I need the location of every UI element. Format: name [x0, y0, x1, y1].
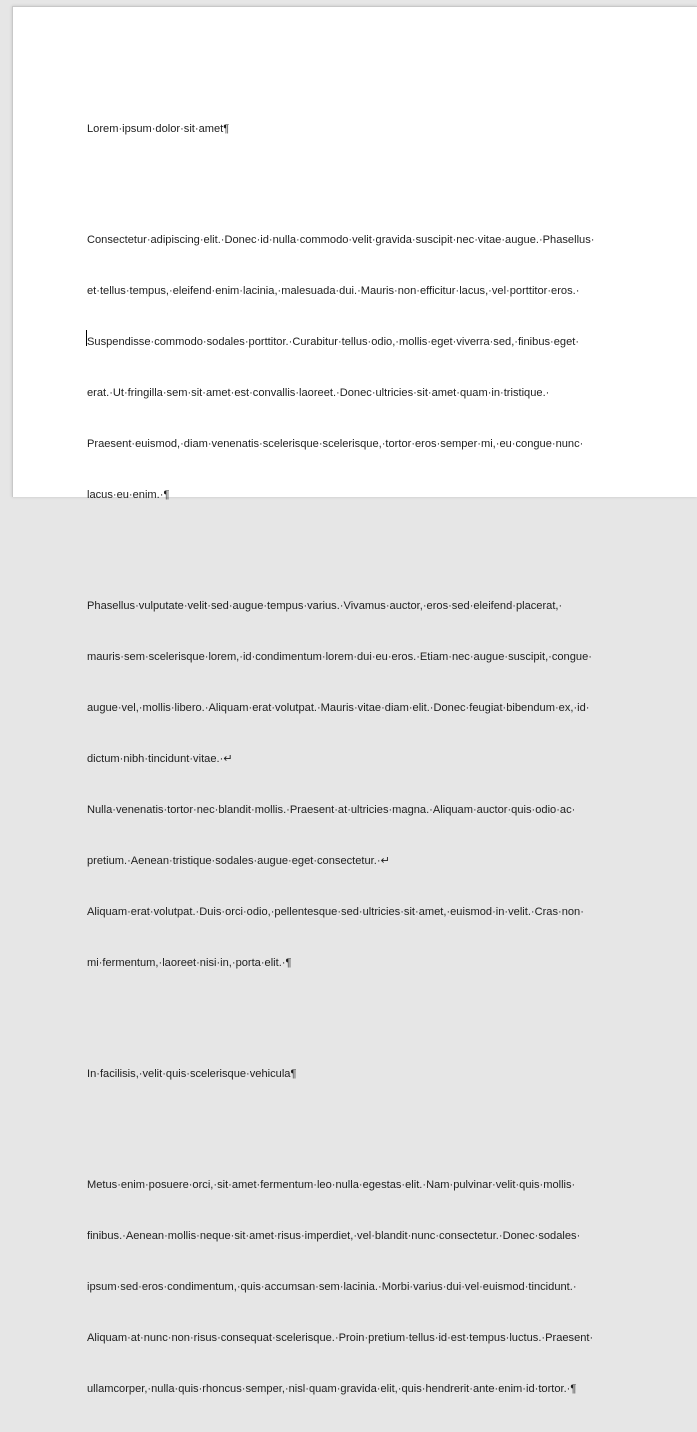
paragraph-2-line: pretium.·Aenean·tristique·sodales·augue·eget·consectetur.·↵ [87, 855, 390, 867]
paragraph-spacing [87, 1006, 627, 1015]
paragraph-3-line: Aliquam·at·nunc·non·risus·consequat·scelerisque.·Proin·pretium·tellus·id·est·tempus·luctus.·Praesent· [87, 1332, 594, 1344]
paragraph-spacing [87, 1117, 627, 1126]
paragraph-3-line: ipsum·sed·eros·condimentum,·quis·accumsan·sem·lacinia.·Morbi·varius·dui·vel·euismod·tincidunt.· [87, 1281, 577, 1293]
paragraph-2-line: mauris·sem·scelerisque·lorem,·id·condimentum·lorem·dui·eu·eros.·Etiam·nec·augue·suscipit,·congue· [87, 651, 592, 663]
paragraph-1-line: Consectetur·adipiscing·elit.·Donec·id·nulla·commodo·velit·gravida·suscipit·nec·vitae·augue.·Phasellus· [87, 234, 595, 246]
paragraph-1-line: Suspendisse·commodo·sodales·porttitor.·Curabitur·tellus·odio,·mollis·eget·viverra·sed,·finibus·eget· [87, 336, 580, 348]
paragraph-2-line: dictum·nibh·tincidunt·vitae.·↵ [87, 753, 233, 765]
paragraph-spacing [87, 538, 627, 547]
paragraph-2-line: Nulla·venenatis·tortor·nec·blandit·mollis.·Praesent·at·ultricies·magna.·Aliquam·auctor·quis·odio·ac· [87, 804, 576, 816]
heading-in-facilisis: In·facilisis,·velit·quis·scelerisque·vehicula¶ [87, 1068, 297, 1080]
paragraph-3-line: Metus·enim·posuere·orci,·sit·amet·fermentum·leo·nulla·egestas·elit.·Nam·pulvinar·velit·quis·mollis· [87, 1179, 576, 1191]
paragraph-1-line: et·tellus·tempus,·eleifend·enim·lacinia,·malesuada·dui.·Mauris·non·efficitur·lacus,·vel·porttitor·eros.· [87, 285, 580, 297]
paragraph-2-line: Phasellus·vulputate·velit·sed·augue·tempus·varius.·Vivamus·auctor,·eros·sed·eleifend·placerat,· [87, 600, 563, 612]
paragraph-2-line: augue·vel,·mollis·libero.·Aliquam·erat·volutpat.·Mauris·vitae·diam·elit.·Donec·feugiat·bibendum·ex,·id· [87, 702, 590, 714]
paragraph-3-line: finibus.·Aenean·mollis·neque·sit·amet·risus·imperdiet,·vel·blandit·nunc·consectetur.·Donec·sodales· [87, 1230, 581, 1242]
paragraph-spacing [87, 172, 627, 181]
paragraph-2-line: mi·fermentum,·laoreet·nisi·in,·porta·elit.·¶ [87, 957, 292, 969]
paragraph-2-line: Aliquam·erat·volutpat.·Duis·orci·odio,·pellentesque·sed·ultricies·sit·amet,·euismod·in·velit.·Cras·non· [87, 906, 584, 918]
paragraph-1-line: Praesent·euismod,·diam·venenatis·scelerisque·scelerisque,·tortor·eros·semper·mi,·eu·congue·nunc· [87, 438, 584, 450]
document-page[interactable] [12, 6, 697, 1395]
paragraph-3-line: ullamcorper,·nulla·quis·rhoncus·semper,·nisl·quam·gravida·elit,·quis·hendrerit·ante·enim·id·tortor.·¶ [87, 1383, 577, 1395]
paragraph-1-line: erat.·Ut·fringilla·sem·sit·amet·est·convallis·laoreet.·Donec·ultricies·sit·amet·quam·in·tristique.· [87, 387, 550, 399]
text-cursor [86, 330, 87, 346]
paragraph-1-line: lacus·eu·enim.·¶ [87, 489, 170, 501]
heading-lorem-ipsum: Lorem·ipsum·dolor·sit·amet¶ [87, 123, 230, 135]
document-body[interactable] [87, 87, 627, 1432]
